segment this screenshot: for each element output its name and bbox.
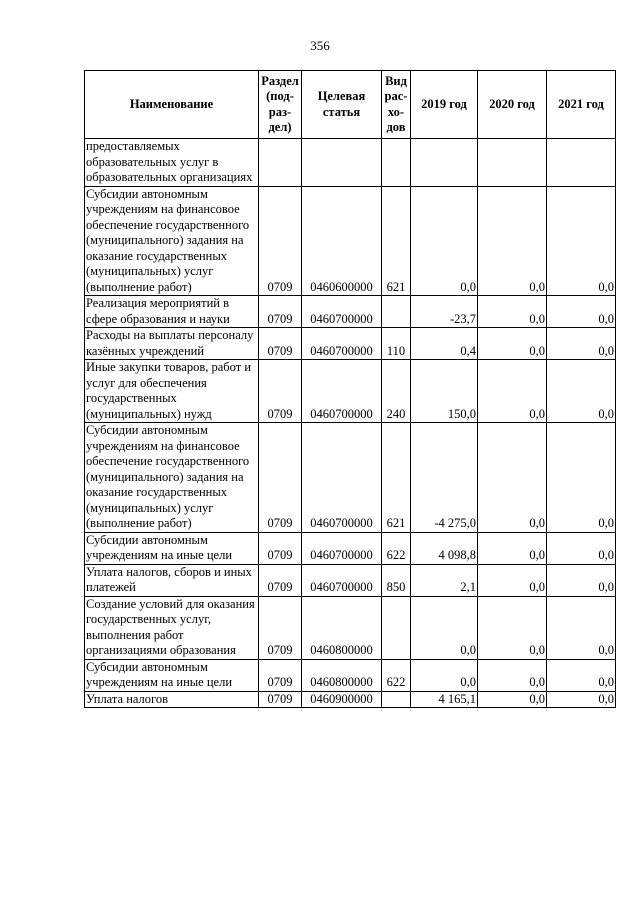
row-2021: 0,0 [547, 532, 616, 564]
row-2021: 0,0 [547, 423, 616, 533]
row-section: 0709 [259, 296, 302, 328]
row-2019: 4 165,1 [411, 691, 478, 708]
header-2020: 2020 год [478, 71, 547, 139]
row-target: 0460800000 [302, 596, 382, 659]
table-row [85, 328, 616, 360]
row-2021: 0,0 [547, 360, 616, 423]
row-name: Реализация мероприятий в сфере образования и науки [85, 296, 259, 328]
table-row [85, 532, 616, 564]
row-type: 621 [382, 186, 411, 296]
row-2021 [547, 139, 616, 187]
row-2020: 0,0 [478, 186, 547, 296]
row-2020: 0,0 [478, 296, 547, 328]
table-row [85, 360, 616, 423]
row-target: 0460600000 [302, 186, 382, 296]
row-2020: 0,0 [478, 659, 547, 691]
row-name: Расходы на выплаты персоналу казённых учреждений [85, 328, 259, 360]
row-type: 621 [382, 423, 411, 533]
row-2020: 0,0 [478, 691, 547, 708]
row-section: 0709 [259, 423, 302, 533]
row-target: 0460900000 [302, 691, 382, 708]
row-section: 0709 [259, 328, 302, 360]
row-2019: -23,7 [411, 296, 478, 328]
table-row [85, 423, 616, 533]
row-name: Субсидии автономным учреждениям на иные цели [85, 532, 259, 564]
table-row [85, 691, 616, 708]
row-name: Субсидии автономным учреждениям на иные цели [85, 659, 259, 691]
row-2019: 2,1 [411, 564, 478, 596]
row-2021: 0,0 [547, 596, 616, 659]
header-expense-type: Вид рас-хо-дов [382, 71, 411, 139]
row-name: Уплата налогов, сборов и иных платежей [85, 564, 259, 596]
row-type: 850 [382, 564, 411, 596]
row-2021: 0,0 [547, 186, 616, 296]
row-2019: 150,0 [411, 360, 478, 423]
row-type: 622 [382, 532, 411, 564]
row-name: Уплата налогов [85, 691, 259, 708]
row-type: 110 [382, 328, 411, 360]
row-2021: 0,0 [547, 564, 616, 596]
row-section [259, 139, 302, 187]
row-name: Субсидии автономным учреждениям на финансовое обеспечение государственного (муниципального) задания на оказание государственных (муниципальных) услуг (выполнение работ) [85, 186, 259, 296]
row-2020: 0,0 [478, 532, 547, 564]
header-2021: 2021 год [547, 71, 616, 139]
row-name: Создание условий для оказания государственных услуг, выполнения работ организациями образования [85, 596, 259, 659]
table-row [85, 564, 616, 596]
row-2019: 0,0 [411, 596, 478, 659]
row-name: предоставляемых образовательных услуг в образовательных организациях [85, 139, 259, 187]
table-header-row [85, 71, 616, 139]
row-target: 0460800000 [302, 659, 382, 691]
row-2019: 0,4 [411, 328, 478, 360]
row-target: 0460700000 [302, 360, 382, 423]
header-target: Целевая статья [302, 71, 382, 139]
row-name: Субсидии автономным учреждениям на финансовое обеспечение государственного (муниципального) задания на оказание государственных (муниципальных) услуг (выполнение работ) [85, 423, 259, 533]
row-2021: 0,0 [547, 296, 616, 328]
row-target: 0460700000 [302, 532, 382, 564]
row-2019: 0,0 [411, 186, 478, 296]
row-section: 0709 [259, 596, 302, 659]
header-2019: 2019 год [411, 71, 478, 139]
table-row [85, 186, 616, 296]
row-type [382, 596, 411, 659]
budget-table [84, 70, 616, 708]
row-section: 0709 [259, 691, 302, 708]
row-type: 622 [382, 659, 411, 691]
row-2019: 0,0 [411, 659, 478, 691]
row-section: 0709 [259, 564, 302, 596]
row-2021: 0,0 [547, 328, 616, 360]
row-2020 [478, 139, 547, 187]
row-2020: 0,0 [478, 360, 547, 423]
row-type [382, 296, 411, 328]
row-2019 [411, 139, 478, 187]
row-section: 0709 [259, 659, 302, 691]
row-target: 0460700000 [302, 423, 382, 533]
row-target: 0460700000 [302, 328, 382, 360]
row-type [382, 139, 411, 187]
row-target: 0460700000 [302, 564, 382, 596]
header-name: Наименование [85, 71, 259, 139]
row-2020: 0,0 [478, 564, 547, 596]
row-type [382, 691, 411, 708]
header-section: Раздел (под-раз-дел) [259, 71, 302, 139]
table-row [85, 139, 616, 187]
row-section: 0709 [259, 360, 302, 423]
row-2020: 0,0 [478, 328, 547, 360]
table-row [85, 659, 616, 691]
row-2019: -4 275,0 [411, 423, 478, 533]
row-2020: 0,0 [478, 596, 547, 659]
table-row [85, 596, 616, 659]
row-target: 0460700000 [302, 296, 382, 328]
page-number: 356 [310, 38, 330, 53]
row-type: 240 [382, 360, 411, 423]
row-2020: 0,0 [478, 423, 547, 533]
table-row [85, 296, 616, 328]
row-2019: 4 098,8 [411, 532, 478, 564]
row-2021: 0,0 [547, 691, 616, 708]
row-target [302, 139, 382, 187]
row-2021: 0,0 [547, 659, 616, 691]
row-section: 0709 [259, 532, 302, 564]
row-name: Иные закупки товаров, работ и услуг для обеспечения государственных (муниципальных) нужд [85, 360, 259, 423]
row-section: 0709 [259, 186, 302, 296]
